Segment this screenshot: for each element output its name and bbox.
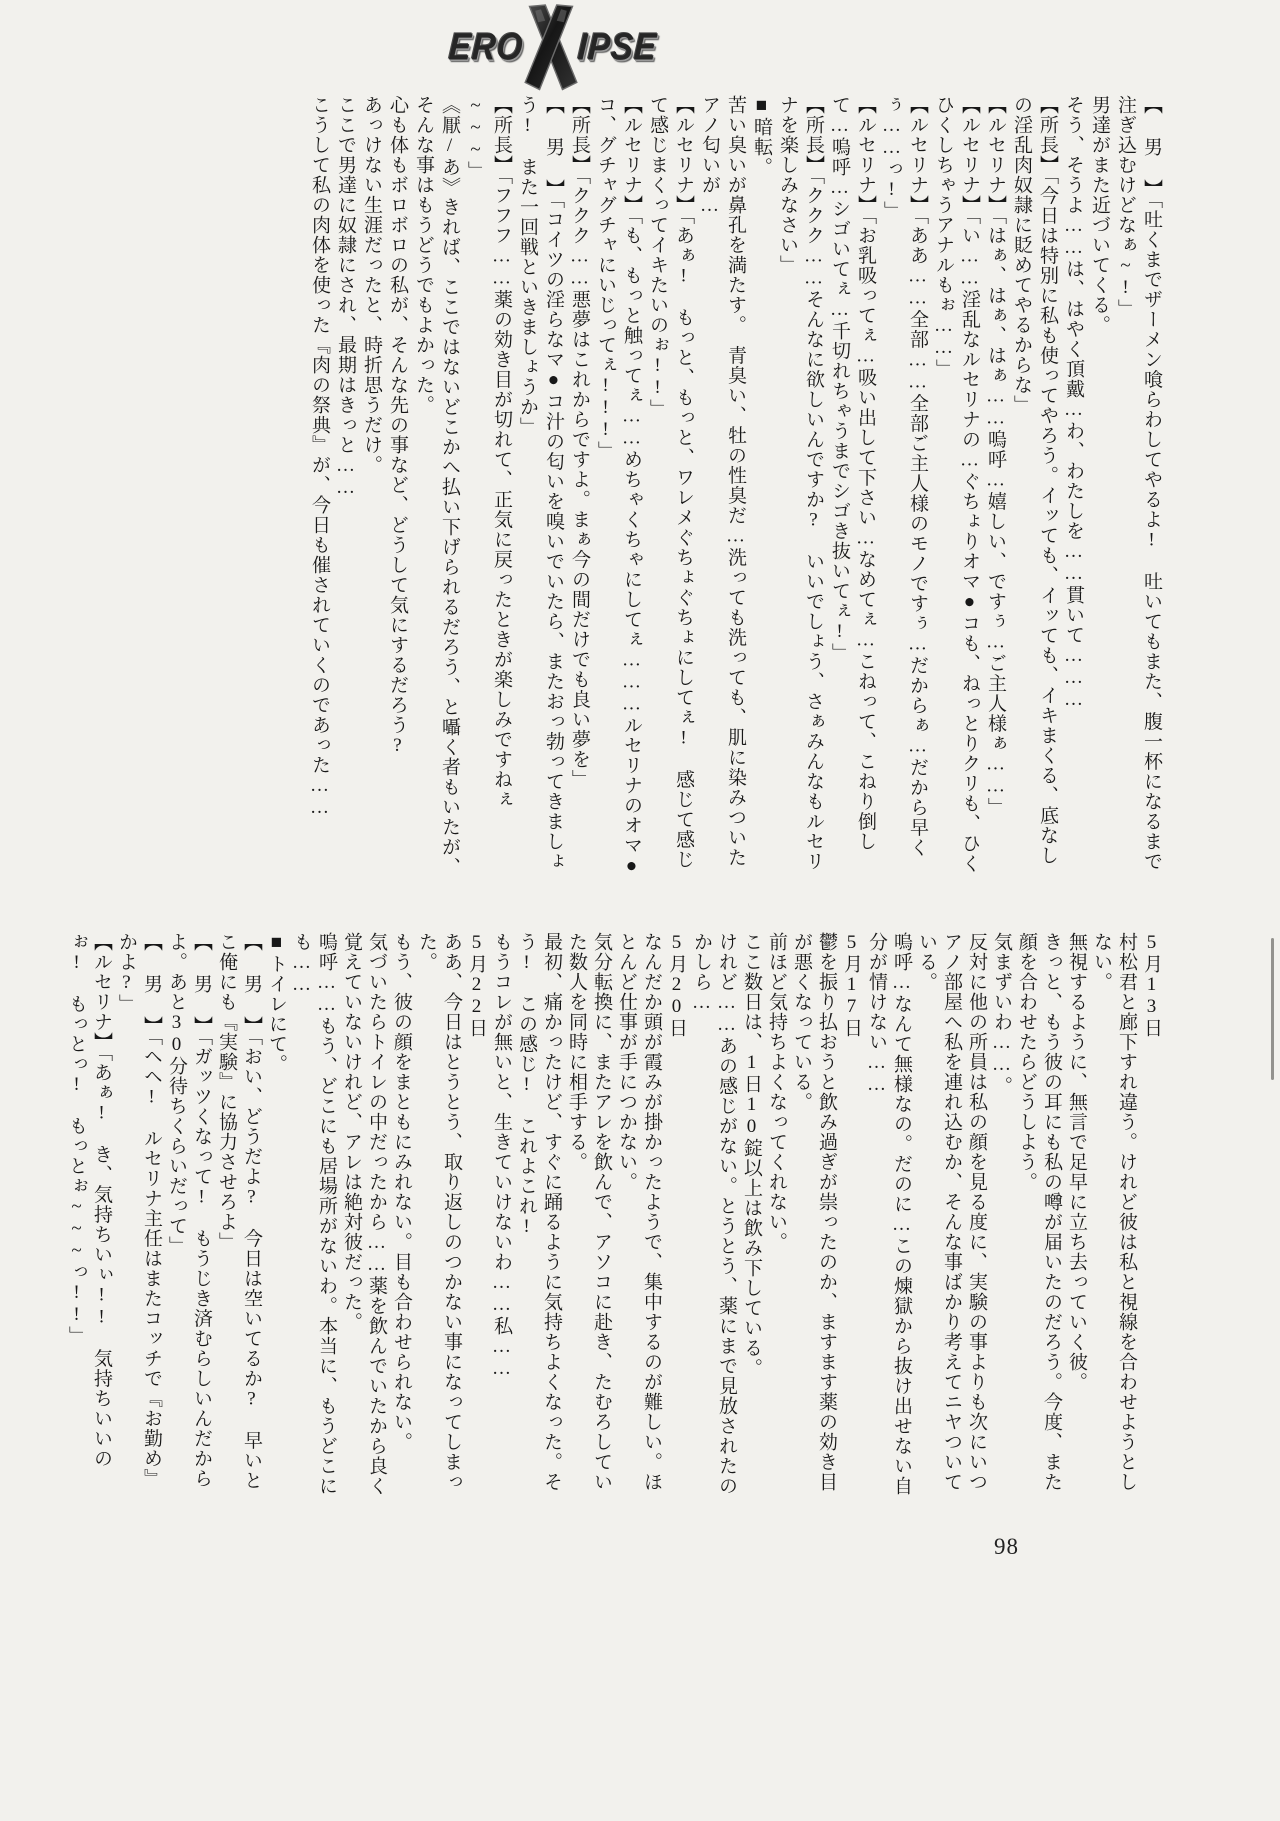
dialogue-line: 【 男 】「おい、どうだよ? 今日は空いてるか? 早いとこ俺にも『実験』に協力させろよ」 bbox=[216, 932, 262, 1491]
diary-date: 5月20日 bbox=[666, 932, 687, 1038]
narration-line: そう、そうよ……は、はやく頂戴…わ、わたしを……貫いて……… bbox=[1063, 95, 1084, 711]
page-number: 98 bbox=[994, 1534, 1019, 1559]
narration-line: ここで男達に奴隷にされ、最期はきっと…… bbox=[335, 95, 356, 499]
narration-line: きっと、もう彼の耳にも私の噂が届いたのだろう。今度、また顔を合わせたらどうしよう。 bbox=[1016, 932, 1062, 1492]
narration-line: ここ数日は、1日10錠以上は飲み下している。 bbox=[741, 932, 762, 1378]
diary-date: 5月13日 bbox=[1141, 932, 1162, 1038]
scan-edge-artifact bbox=[1271, 938, 1274, 1080]
narration-line: 苦い臭いが鼻孔を満たす。 青臭い、牡の性臭だ…洗っても洗っても、肌に染みついたアノ匂いが… bbox=[699, 95, 746, 868]
logo-text-right: IPSE bbox=[576, 24, 659, 68]
narration-line: なんだか頭が霞みが掛かったようで、集中するのが難しい。ほとんど仕事が手につかない。 bbox=[616, 932, 662, 1492]
dialogue-line: 【ルセリナ】「はぁ、はぁ、はぁ……嗚呼…嬉しい、ですぅ…ご主人様ぁ……」 bbox=[985, 95, 1006, 818]
dialogue-line: 【所長】「フフフ……薬の効き目が切れて、正気に戻ったときが楽しみですねぇ~~~」 bbox=[465, 95, 512, 810]
narration-line: こうして私の肉体を使った『肉の祭典』が、今日も催されていくのであった…… bbox=[309, 95, 330, 819]
narration-line: 気まずいわ……。 bbox=[991, 932, 1012, 1096]
narration-line: 嗚呼……もう、どこにも居場所がないわ。本当に、もうどこにも…… bbox=[291, 932, 337, 1496]
scene-heading: ■トイレにて。 bbox=[266, 932, 287, 1074]
narration-line: もうコレが無いと、生きていけないわ……私…… bbox=[491, 932, 512, 1380]
logo-text-left: ERO bbox=[447, 24, 525, 68]
dialogue-line: 【ルセリナ】「あぁ! もっと、もっと、ワレメぐちょぐちょにしてぇ! 感じて感じて感じまくってイキたいのぉ!!」 bbox=[647, 95, 694, 870]
diary-date: 5月17日 bbox=[841, 932, 862, 1038]
narration-line: 反対に他の所員は私の顔を見る度に、実験の事よりも次にいつアノ部屋へ私を連れ込むか、そんな事ばかり考えてニヤついている。 bbox=[916, 932, 987, 1492]
scene-heading: ■暗転。 bbox=[751, 95, 772, 177]
narration-line: ああ、今日はとうとう、取り返しのつかない事になってしまった。 bbox=[416, 932, 462, 1492]
dialogue-line: 【ルセリナ】「も、もっと触ってぇ……めちゃくちゃにしてぇ………ルセリナのオマ●コ、グチャグチャにいじってぇ!!!」 bbox=[595, 95, 642, 878]
narration-line: 心も体もボロボロの私が、そんな先の事など、どうして気にするだろう? bbox=[387, 95, 408, 757]
narration-line: あっけない生涯だったと、時折思うだけ。 bbox=[361, 95, 382, 475]
lower-diary-section bbox=[64, 932, 1164, 1504]
narration-line: 気づいたらトイレの中だったから……薬を飲んでいたから良く覚えていないけれど、アレは絶対彼だった。 bbox=[341, 932, 387, 1496]
dialogue-line: 【 男 】「ガッツくなって! もうじき済むらしいんだからよ。あと30分待ちくらいだって」 bbox=[166, 932, 212, 1489]
narration-line: 嗚呼…なんて無様なの。だのに…この煉獄から抜け出せない自分が情けない…… bbox=[866, 932, 912, 1496]
narration-line: 最初、痛かったけど、すぐに踊るように気持ちよくなった。そう! この感じ! これよこれ! bbox=[516, 932, 562, 1492]
dialogue-line: 【ルセリナ】「い……淫乱なルセリナの…ぐちょりオマ●コも、ねっとりクリも、ひくひくしちゃうアナルもぉ……」 bbox=[933, 95, 980, 874]
dialogue-line: 【 男 】「コイツの淫らなマ●コ汁の匂いを嗅いでいたら、またおっ勃ってきましょう! また一回戦といきましょうか」 bbox=[517, 95, 564, 872]
dialogue-line: 【 男 】「吐くまでザーメン喰らわしてやるよ! 吐いてもまた、腹一杯になるまで注ぎ込むけどなぁ~!」 bbox=[1115, 95, 1162, 872]
dialogue-line: 【所長】「ククク……そんなに欲しいんですか? いいでしょう、さぁみんなもルセリナを楽しみなさい」 bbox=[777, 95, 824, 872]
narration-line: 気分転換に、またアレを飲んで、アソコに赴き、たむろしていた数人を同時に相手する。 bbox=[566, 932, 612, 1492]
logo-eroclipse bbox=[428, 0, 678, 92]
diary-date: 5月22日 bbox=[466, 932, 487, 1038]
narration-line: 鬱を振り払おうと飲み過ぎが祟ったのか、ますます薬の効き目が悪くなっている。 bbox=[791, 932, 837, 1492]
narration-line: 無視するように、無言で足早に立ち去っていく彼。 bbox=[1066, 932, 1087, 1392]
narration-line: 男達がまた近づいてくる。 bbox=[1089, 95, 1110, 335]
dialogue-line: 【ルセリナ】「お乳吸ってぇ…吸い出して下さい…なめてぇ…こねって、こねり倒して…嗚呼…シゴいてぇ…千切れちゃうまでシゴき抜いてぇ!」 bbox=[829, 95, 876, 852]
upper-text-section bbox=[306, 95, 1164, 883]
narration-line: 村松君と廊下すれ違う。けれど彼は私と視線を合わせようとしない。 bbox=[1091, 932, 1137, 1492]
dialogue-line: 【ルセリナ】「ああ……全部……全部ご主人様のモノですぅ…だからぁ…だから早くぅ……っ!」 bbox=[881, 95, 928, 858]
narration-line: けれど……あの感じがない。とうとう、薬にまで見放されたのかしら… bbox=[691, 932, 737, 1496]
dialogue-line: 【所長】「ククク……悪夢はこれからですよ。まぁ今の間だけでも良い夢を」 bbox=[569, 95, 590, 790]
dialogue-line: 【 男 】「ヘヘ! ルセリナ主任はまたコッチで『お勤め』かよ?」 bbox=[116, 932, 162, 1489]
narration-line: 前ほど気持ちよくなってくれない。 bbox=[766, 932, 787, 1252]
dialogue-line: 【所長】「今日は特別に私も使ってやろう。イッても、イッても、イキまくる、底なしの淫乱肉奴隷に貶めてやるからな」 bbox=[1011, 95, 1058, 866]
narration-line: 《厭/あ》きれば、ここではないどこかへ払い下げられるだろう、と囁く者もいたが、そんな事はもうどうでもよかった。 bbox=[413, 95, 460, 877]
narration-line: もう、彼の顔をまともにみれない。目も合わせられない。 bbox=[391, 932, 412, 1452]
dialogue-line: 【ルセリナ】「あぁ! き、気持ちいぃ!! 気持ちいいのぉ! もっとっ! もっとぉ~~~っ!!」 bbox=[66, 932, 112, 1469]
